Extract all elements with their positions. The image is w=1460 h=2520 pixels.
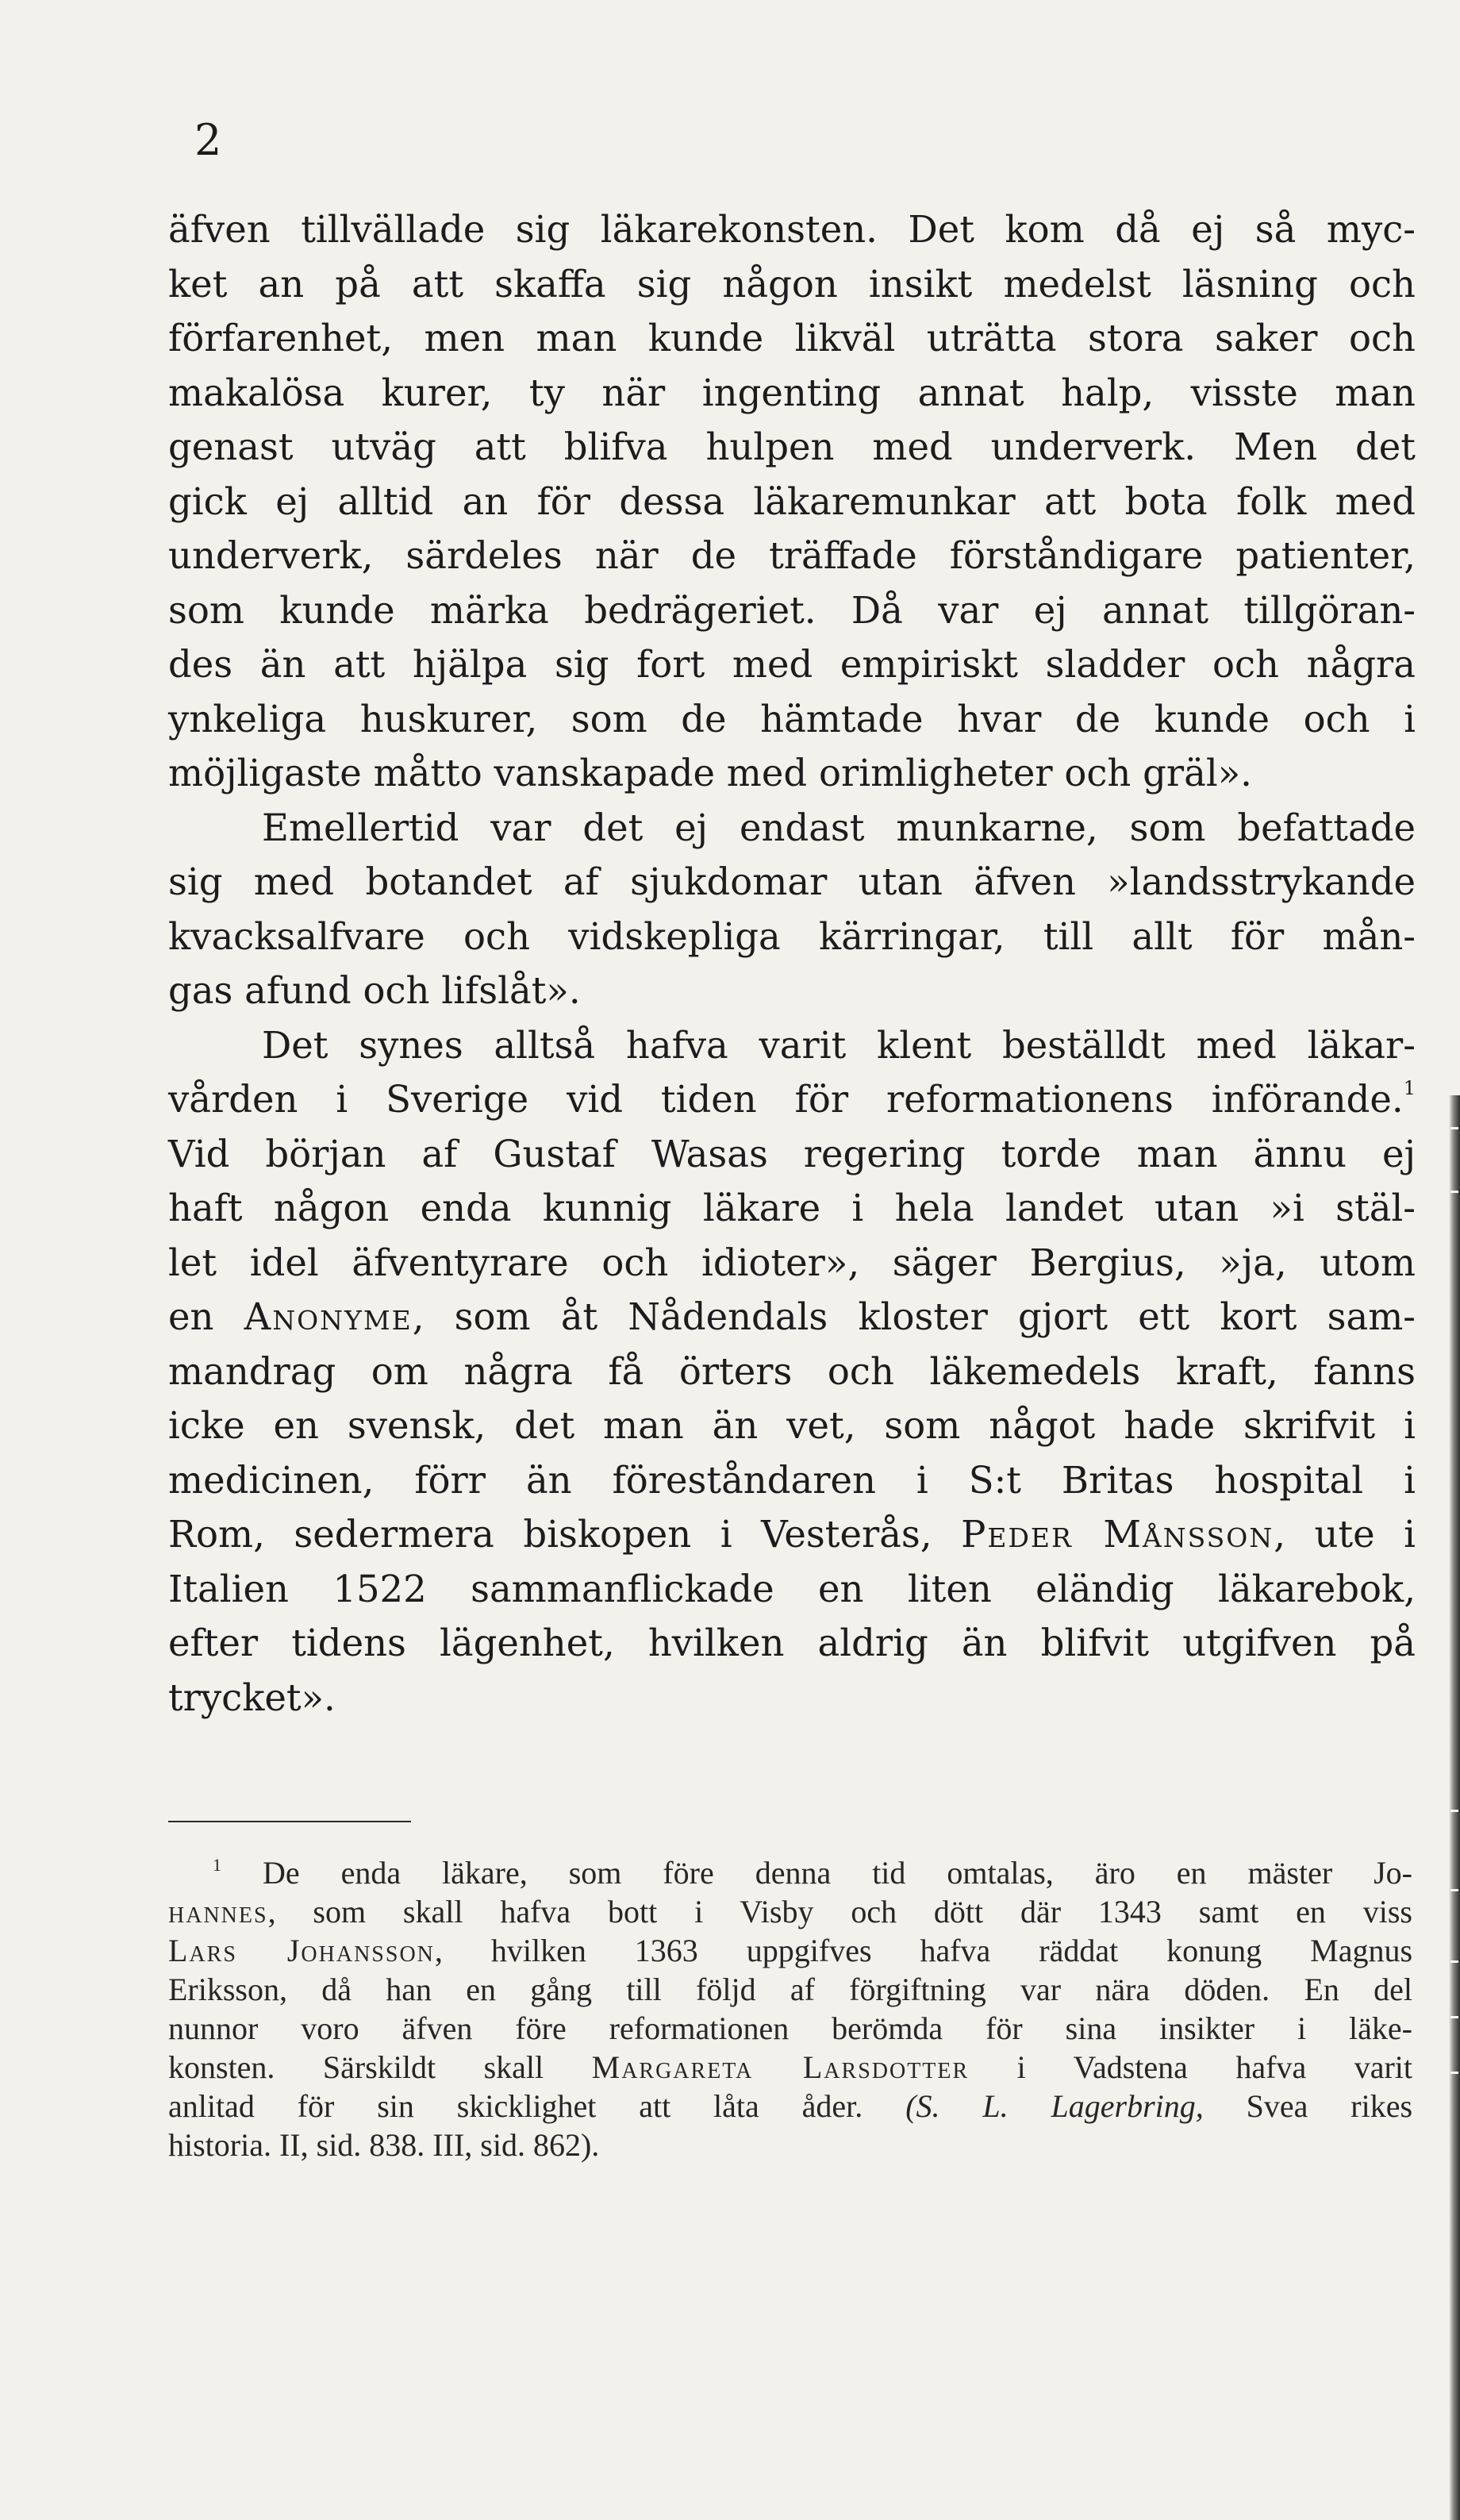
footnote-line: [168, 1931, 1412, 1970]
footnote-divider: [168, 1821, 411, 1822]
body-line-text: en: [168, 1295, 214, 1338]
body-line: Italien 1522 sammanflickade en liten eländig läkarebok,: [168, 1567, 1416, 1610]
footnote-text: , hvilken 1363 uppgifves hafva räddat konung Magnus: [434, 1933, 1413, 1968]
body-line: makalösa kurer, ty när ingenting annat halp, visste man: [168, 371, 1416, 414]
citation: (S. L. Lagerbring,: [905, 2088, 1204, 2124]
author-name: Anonyme: [244, 1295, 413, 1338]
body-line: möjligaste måtto vanskapade med orimligheter och gräl».: [168, 752, 1252, 794]
footnote: [168, 1853, 1412, 2164]
body-line: gas afund och lifslåt».: [168, 969, 581, 1012]
footnote-text: anlitad för sin skicklighet att låta åder.: [168, 2088, 863, 2124]
body-line: ket an på att skaffa sig någon insikt medelst läsning och: [168, 262, 1416, 306]
body-line-text: vården i Sverige vid tiden för reformationens införande.: [168, 1078, 1404, 1121]
footnote-reference: 1: [1403, 1077, 1416, 1099]
body-line: förfarenhet, men man kunde likväl uträtta stora saker och: [168, 317, 1416, 360]
footnote-line: historia. II, sid. 838. III, sid. 862).: [168, 2127, 600, 2163]
body-line: kvacksalfvare och vidskepliga kärringar, till allt för mån-: [168, 914, 1416, 958]
body-line: ynkeliga huskurer, som de hämtade hvar de kunde och i: [168, 697, 1416, 741]
footnote-marker: 1: [213, 1855, 221, 1875]
body-line: sig med botandet af sjukdomar utan äfven »landsstrykande: [168, 860, 1416, 903]
page-number: 2: [194, 115, 222, 165]
body-line: äfven tillvällade sig läkarekonsten. Det kom då ej så myc-: [168, 208, 1416, 251]
body-line: Emellertid var det ej endast munkarne, som befattade: [262, 806, 1416, 849]
footnote-text: konsten. Särskildt skall: [168, 2049, 544, 2085]
page-edge: [1449, 1095, 1460, 2520]
body-line: [168, 1290, 1416, 1345]
body-line: genast utväg att blifva hulpen med underverk. Men det: [168, 425, 1416, 468]
author-name: Lars Johansson: [168, 1933, 435, 1968]
body-line: som kunde märka bedrägeriet. Då var ej annat tillgöran-: [168, 588, 1416, 632]
body-line: underverk, särdeles när de träffade förståndigare patienter,: [168, 534, 1416, 577]
footnote-text: , som skall hafva bott i Visby och dött där 1343 samt en viss: [267, 1894, 1412, 1929]
footnote-text: Svea rikes: [1203, 2088, 1413, 2124]
author-name: Margareta Larsdotter: [591, 2049, 970, 2085]
body-line: Det synes alltså hafva varit klent beställdt med läkar-: [262, 1023, 1416, 1067]
body-line-text: , som åt Nådendals kloster gjort ett kort sam-: [412, 1295, 1416, 1338]
footnote-text: i Vadstena hafva varit: [969, 2049, 1412, 2085]
body-line: [168, 1507, 1416, 1562]
footnote-line: nunnor voro äfven före reformationen berömda för sina insikter i läke-: [168, 2010, 1412, 2046]
body-line: icke en svensk, det man än vet, som något hade skrifvit i: [168, 1404, 1416, 1447]
body-line: [168, 1072, 1416, 1127]
body-line: des än att hjälpa sig fort med empiriskt sladder och några: [168, 643, 1416, 686]
body-line: medicinen, förr än föreståndaren i S:t Britas hospital i: [168, 1458, 1416, 1502]
footnote-text: De enda läkare, som före denna tid omtalas, äro en mäster Jo-: [262, 1855, 1412, 1891]
body-line: trycket».: [168, 1676, 336, 1719]
footnote-line: Eriksson, då han en gång till följd af förgiftning var nära döden. En del: [168, 1972, 1412, 2007]
author-name: hannes: [168, 1894, 268, 1929]
body-line: gick ej alltid an för dessa läkaremunkar att bota folk med: [168, 479, 1416, 523]
body-line: efter tidens lägenhet, hvilken aldrig än blifvit utgifven på: [168, 1622, 1416, 1664]
footnote-line: [168, 2048, 1412, 2087]
footnote-line: [168, 1892, 1412, 1931]
body-text: [168, 202, 1416, 1725]
body-line: Vid början af Gustaf Wasas regering torde man ännu ej: [168, 1132, 1416, 1175]
body-line: mandrag om några få örters och läkemedels kraft, fanns: [168, 1349, 1416, 1393]
body-line: haft någon enda kunnig läkare i hela landet utan »i stäl-: [168, 1187, 1416, 1229]
author-name: Peder Månsson: [961, 1513, 1274, 1556]
body-line: let idel äfventyrare och idioter», säger Bergius, »ja, utom: [168, 1241, 1416, 1284]
body-line-text: , ute i: [1274, 1513, 1416, 1556]
footnote-line: [168, 1853, 1412, 1892]
footnote-line: [168, 2087, 1412, 2126]
body-line-text: Rom, sedermera biskopen i Vesterås,: [168, 1513, 932, 1556]
